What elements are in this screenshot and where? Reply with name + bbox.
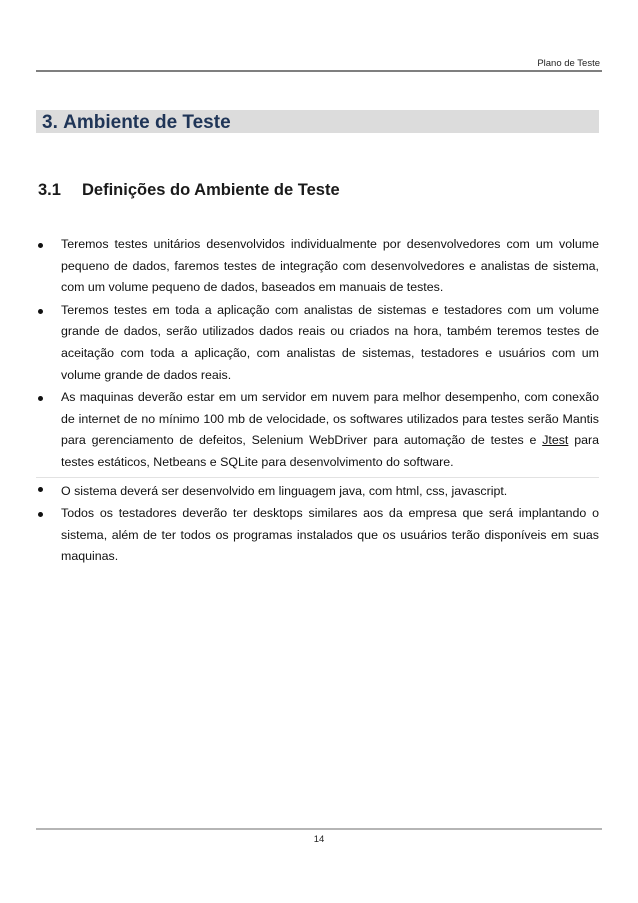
chapter-title: 3. Ambiente de Teste xyxy=(42,112,231,133)
jtest-link[interactable]: Jtest xyxy=(542,433,569,448)
section-heading xyxy=(38,181,340,200)
list-item xyxy=(36,387,599,473)
section-number: 3.1 xyxy=(38,181,61,199)
bullet-icon xyxy=(38,512,43,517)
list-item-text: Teremos testes unitários desenvolvidos individualmente por desenvolvedores com um volume pequeno de dados, faremos testes de integração com desenvolvedores e analistas de sistema, com um volume pequeno de dados, baseados em manuais de testes. xyxy=(61,237,599,295)
bullet-icon xyxy=(38,309,43,314)
list-item-text-before: As maquinas deverão estar em um servidor em nuvem para melhor desempenho, com conexão de internet de no mínimo 100 mb de velocidade, os softwares utilizados para testes serão Mantis para gerenciamento de defeitos, Selenium WebDriver para automação de testes e xyxy=(61,390,599,448)
list-item-text: Teremos testes em toda a aplicação com analistas de sistemas e testadores com um volume grande de dados, serão utilizados dados reais ou criados na hora, também teremos testes de aceitação com toda a aplicação, com analistas de sistemas, testadores e usuários com um volume grande de dados reais. xyxy=(61,302,599,382)
list-item-text: O sistema deverá ser desenvolvido em linguagem java, com html, css, javascript. xyxy=(61,483,508,498)
chapter-heading-bar xyxy=(36,110,599,133)
header-divider xyxy=(36,70,602,72)
bullet-icon xyxy=(38,396,43,401)
bullet-icon xyxy=(38,243,43,248)
bullet-list xyxy=(36,234,599,569)
footer-divider xyxy=(36,828,602,830)
page-number: 14 xyxy=(313,834,325,845)
list-item-text: Todos os testadores deverão ter desktops similares aos da empresa que será implantando o sistema, além de ter todos os programas instalados que os usuários terão disponíveis em suas maquinas. xyxy=(61,506,599,564)
bullet-icon xyxy=(38,487,43,492)
list-item xyxy=(36,503,599,568)
running-header-title: Plano de Teste xyxy=(537,58,600,69)
list-item xyxy=(36,234,599,299)
section-title: Definições do Ambiente de Teste xyxy=(82,181,340,199)
list-item xyxy=(36,477,599,503)
list-item xyxy=(36,300,599,386)
list-item-text-after: para testes estáticos, Netbeans e SQLite para desenvolvimento do software. xyxy=(61,433,599,469)
